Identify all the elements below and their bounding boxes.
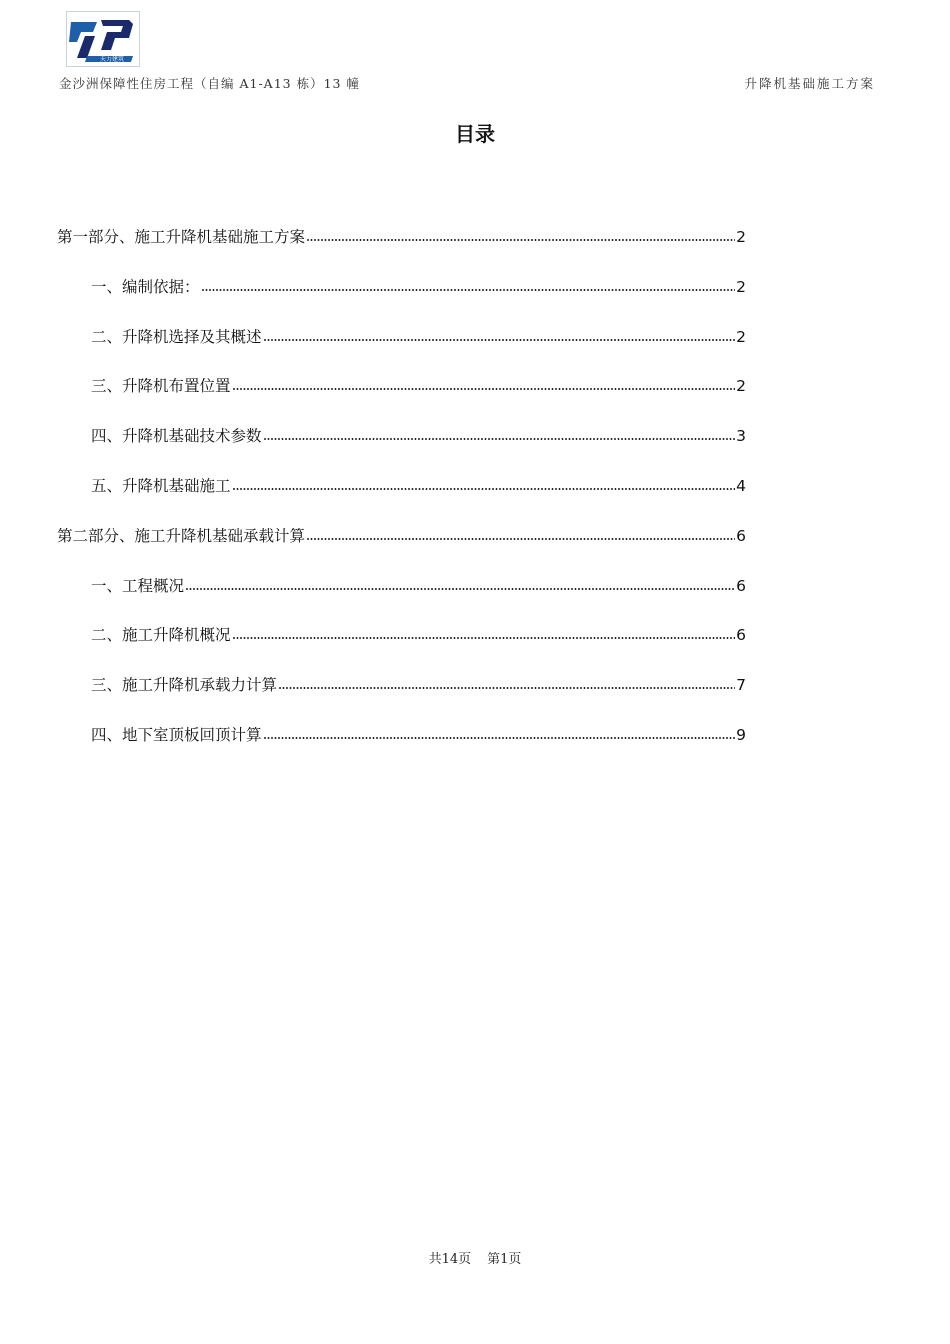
- toc-dot-leader: [202, 277, 736, 292]
- toc-entry-label: 第二部分、施工升降机基础承载计算: [57, 526, 306, 545]
- toc-entry-label: 第一部分、施工升降机基础施工方案: [57, 228, 306, 246]
- toc-dot-leader: [186, 576, 735, 591]
- table-of-contents: [57, 225, 746, 773]
- toc-entry[interactable]: [57, 524, 746, 574]
- toc-entry-label: 三、升降机布置位置: [91, 377, 231, 396]
- toc-entry-page: 6: [736, 626, 746, 645]
- toc-dot-leader: [307, 526, 735, 541]
- toc-entry-page: 2: [736, 277, 746, 296]
- toc-entry-label: 四、地下室顶板回顶计算: [91, 725, 262, 744]
- toc-entry-label: 二、施工升降机概况: [91, 626, 231, 645]
- header-divider: [57, 95, 877, 96]
- company-logo-mark: [67, 12, 139, 66]
- toc-dot-leader: [279, 675, 735, 690]
- toc-entry-page: 3: [736, 427, 746, 446]
- toc-entry-page: 9: [736, 725, 746, 744]
- toc-dot-leader: [233, 476, 736, 491]
- footer-current-page: 第1页: [487, 1252, 522, 1267]
- toc-entry-page: 6: [736, 526, 746, 545]
- toc-entry-page: 7: [736, 676, 746, 695]
- header-document-title: 升降机基础施工方案: [744, 76, 875, 91]
- company-logo: [66, 11, 140, 67]
- logo-text: 天力建筑: [100, 56, 125, 63]
- toc-entry-page: 2: [736, 377, 746, 396]
- toc-entry-label: 一、编制依据：: [91, 277, 200, 296]
- toc-entry-label: 五、升降机基础施工: [91, 476, 231, 495]
- toc-entry[interactable]: [57, 424, 746, 474]
- toc-entry[interactable]: [57, 325, 746, 375]
- page-footer: [0, 1248, 950, 1267]
- toc-dot-leader: [264, 426, 736, 441]
- toc-entry-label: 二、升降机选择及其概述: [91, 327, 262, 346]
- toc-entry-label: 三、施工升降机承载力计算: [91, 676, 278, 695]
- toc-dot-leader: [264, 327, 736, 342]
- toc-dot-leader: [307, 227, 735, 242]
- toc-entry-label: 四、升降机基础技术参数: [91, 427, 262, 446]
- toc-entry-page: 6: [736, 576, 746, 595]
- toc-entry[interactable]: [57, 275, 746, 325]
- toc-entry-page: 2: [736, 228, 746, 246]
- toc-entry-label: 一、工程概况: [91, 576, 185, 595]
- toc-dot-leader: [233, 625, 736, 640]
- toc-entry[interactable]: [57, 374, 746, 424]
- toc-dot-leader: [233, 376, 736, 391]
- toc-dot-leader: [264, 725, 736, 740]
- toc-entry[interactable]: [57, 225, 746, 275]
- toc-entry[interactable]: [57, 673, 746, 723]
- toc-title: 目录: [455, 122, 495, 146]
- footer-total-pages: 共14页: [428, 1252, 472, 1267]
- header-project-name: 金沙洲保障性住房工程（自编 A1-A13 栋）13 幢: [59, 76, 360, 91]
- toc-entry[interactable]: [57, 574, 746, 624]
- toc-entry[interactable]: [57, 723, 746, 773]
- toc-entry[interactable]: [57, 474, 746, 524]
- toc-entry-page: 4: [736, 476, 746, 495]
- toc-entry-page: 2: [736, 327, 746, 346]
- toc-entry[interactable]: [57, 623, 746, 673]
